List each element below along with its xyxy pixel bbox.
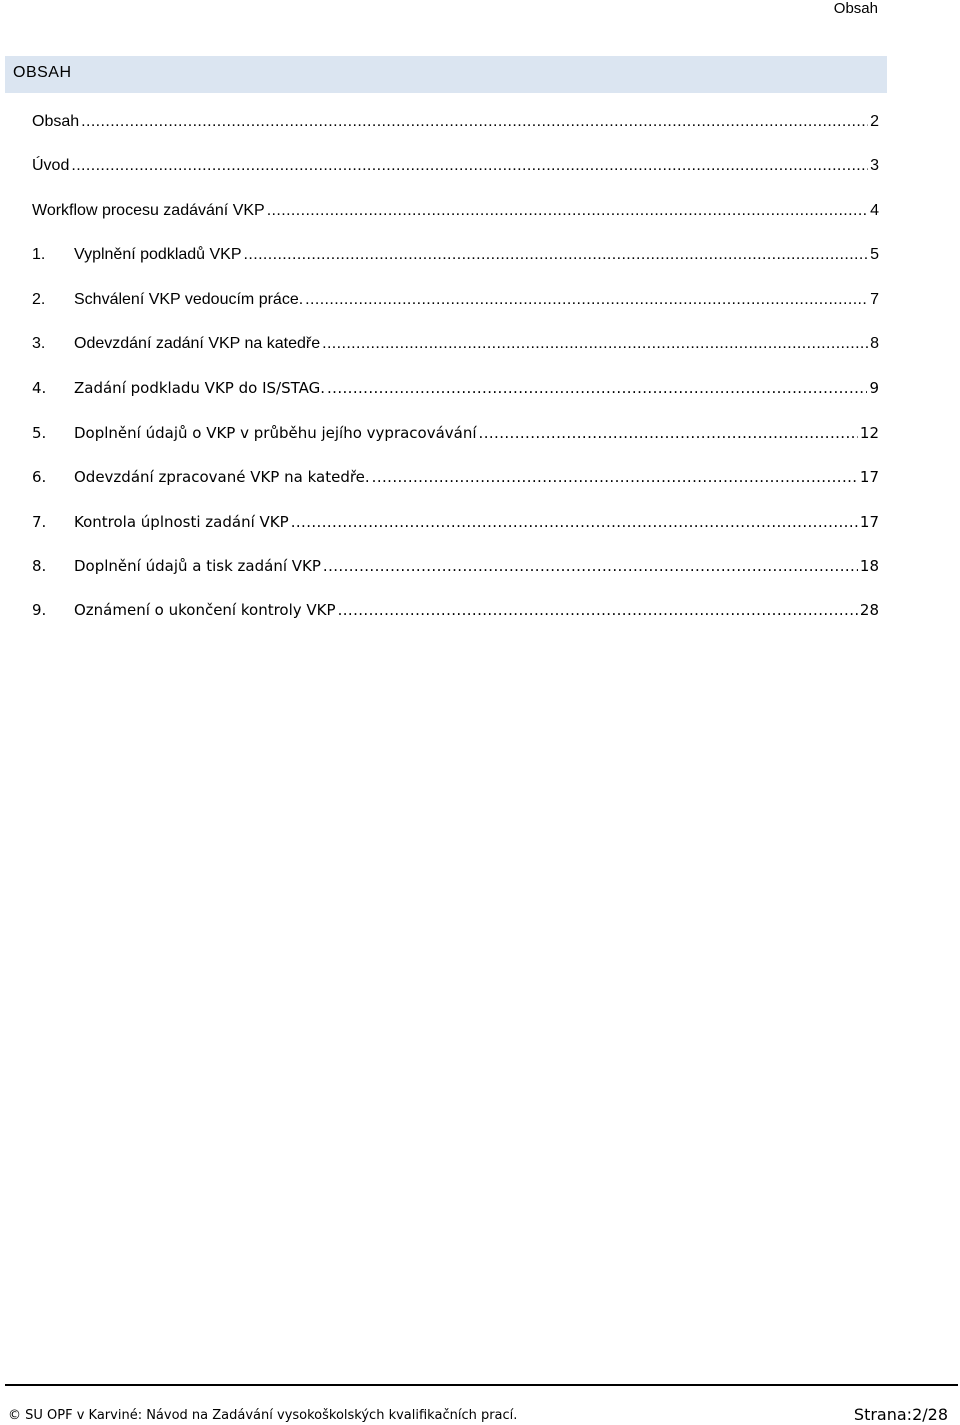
toc-entry-page: 8 [870,334,879,352]
table-of-contents [32,112,879,645]
toc-dot-leader [323,556,858,576]
toc-entry-title: Workflow procesu zadávání VKP [32,201,265,219]
toc-dot-leader [372,467,858,487]
toc-entry-number: 1. [32,246,46,264]
toc-entry-title: Doplnění údajů o VKP v průběhu jejího vypracovávání [74,423,477,442]
toc-entry-page: 5 [870,246,879,264]
toc-entry-title: Obsah [32,113,80,130]
toc-entry-number: 2. [32,290,46,308]
footer-rule [5,1384,958,1386]
toc-entry-page: 7 [870,290,879,308]
toc-entry-page: 28 [859,601,879,620]
toc-heading-bar [5,56,887,93]
toc-entry-9[interactable] [32,600,879,644]
toc-entry-title: Odevzdání zpracované VKP na katedře. [74,468,370,487]
toc-entry-workflow[interactable] [32,201,879,245]
toc-entry-title: Odevzdání zadání VKP na katedře [74,334,321,352]
toc-entry-page: 18 [859,556,879,575]
toc-entry-title: Zadání podkladu VKP do IS/STAG. [74,379,325,398]
toc-entry-title: Úvod [32,157,70,175]
toc-entry-8[interactable] [32,556,879,600]
toc-entry-page: 2 [870,113,879,130]
toc-dot-leader [291,512,858,532]
toc-entry-2[interactable] [32,290,879,334]
toc-entry-number: 8. [32,556,47,575]
toc-entry-number: 6. [32,468,47,487]
toc-dot-leader [338,600,858,620]
footer-copyright: © SU OPF v Karviné: Návod na Zadávání vysokoškolských kvalifikačních prací. [8,1408,518,1423]
toc-entry-page: 17 [859,512,879,531]
toc-entry-5[interactable] [32,423,879,467]
toc-entry-title: Oznámení o ukončení kontroly VKP [74,601,336,620]
toc-entry-number: 5. [32,423,47,442]
toc-entry-page: 12 [859,423,879,442]
toc-entry-number: 3. [32,334,46,352]
toc-dot-leader [81,112,868,132]
toc-entry-6[interactable] [32,467,879,511]
toc-entry-title: Vyplnění podkladů VKP [74,246,242,264]
toc-entry-uvod[interactable] [32,156,879,200]
toc-entry-page: 3 [870,157,879,175]
toc-entry-4[interactable] [32,378,879,422]
toc-dot-leader [267,201,868,221]
toc-entry-obsah[interactable] [32,112,879,156]
toc-dot-leader [479,423,858,443]
toc-dot-leader [327,378,867,398]
toc-entry-1[interactable] [32,245,879,289]
toc-dot-leader [244,245,869,265]
toc-entry-title: Doplnění údajů a tisk zadání VKP [74,556,321,575]
toc-entry-title: Schválení VKP vedoucím práce. [74,290,304,308]
toc-entry-3[interactable] [32,334,879,378]
toc-entry-page: 9 [869,379,879,398]
toc-entry-7[interactable] [32,512,879,556]
toc-heading: OBSAH [13,64,72,81]
toc-entry-title: Kontrola úplnosti zadání VKP [74,512,289,531]
toc-entry-number: 7. [32,512,47,531]
toc-dot-leader [322,334,868,354]
toc-dot-leader [305,290,868,310]
footer-page-number: Strana:2/28 [853,1405,948,1424]
running-header-title: Obsah [833,0,878,17]
toc-entry-number: 9. [32,601,47,620]
toc-dot-leader [71,156,868,176]
toc-entry-page: 17 [859,468,879,487]
toc-entry-number: 4. [32,379,47,398]
toc-entry-page: 4 [870,201,879,219]
